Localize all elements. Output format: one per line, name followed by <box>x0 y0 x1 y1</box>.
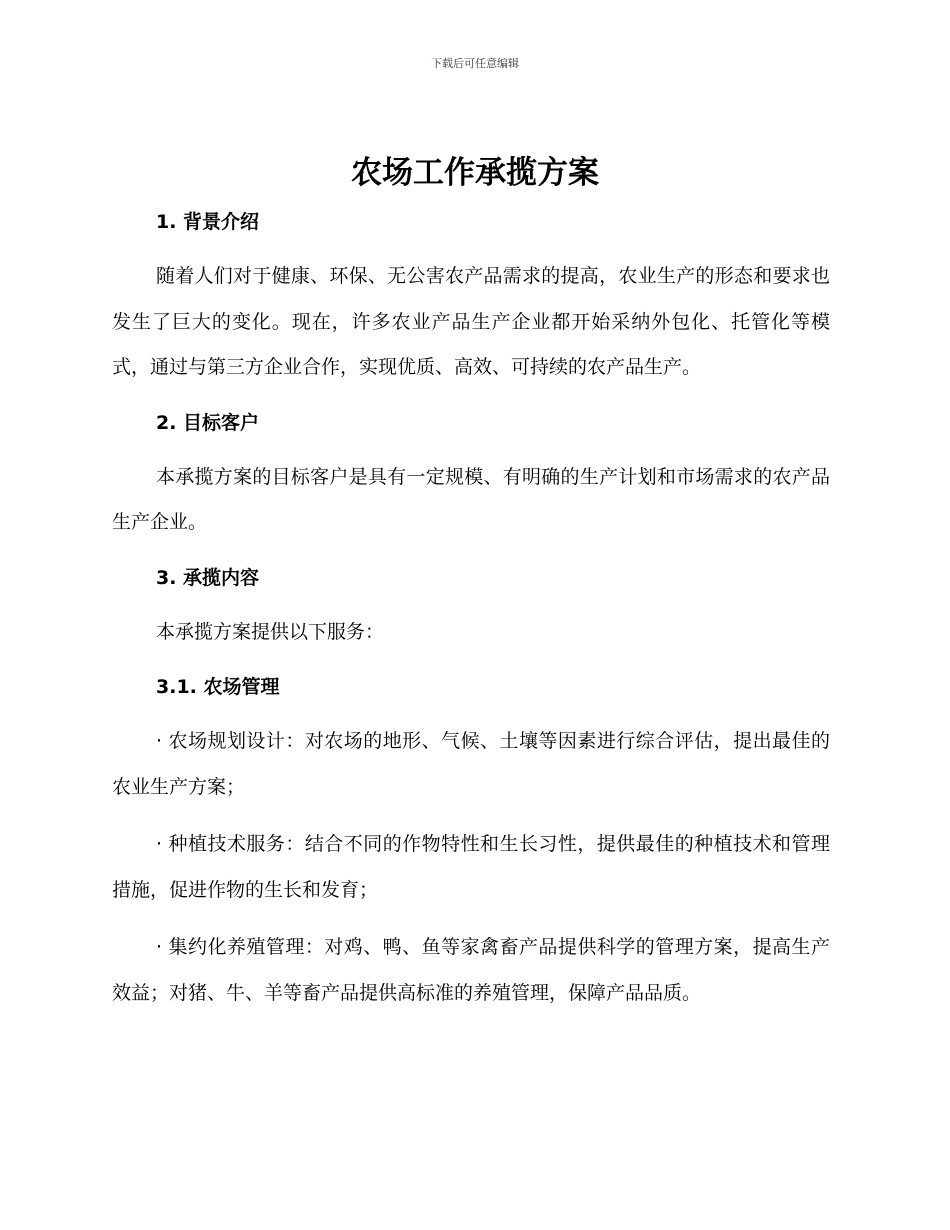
section-heading-target-customers: 2. 目标客户 <box>156 411 260 434</box>
bullet-intensive-breeding: · 集约化养殖管理：对鸡、鸭、鱼等家禽畜产品提供科学的管理方案，提高生产效益；对猪、牛、羊等畜产品提供高标准的养殖管理，保障产品品质。 <box>112 936 830 1004</box>
section-heading-contract-content: 3. 承揽内容 <box>156 566 260 589</box>
bullet-planting-technology: · 种植技术服务：结合不同的作物特性和生长习性，提供最佳的种植技术和管理措施，促进作物的生长和发育； <box>112 833 830 901</box>
bullet-farm-planning: · 农场规划设计：对农场的地形、气候、土壤等因素进行综合评估，提出最佳的农业生产方案； <box>112 730 830 798</box>
paragraph-target-customers: 本承揽方案的目标客户是具有一定规模、有明确的生产计划和市场需求的农产品生产企业。 <box>112 465 830 533</box>
header-note: 下载后可任意编辑 <box>431 57 519 70</box>
document-body <box>112 204 830 1016</box>
section-heading-farm-management: 3.1. 农场管理 <box>156 676 280 698</box>
paragraph-background: 随着人们对于健康、环保、无公害农产品需求的提高，农业生产的形态和要求也发生了巨大的变化。现在，许多农业产品生产企业都开始采纳外包化、托管化等模式，通过与第三方企业合作，实现优质、高效、可持续的农产品生产。 <box>112 265 830 378</box>
section-heading-background: 1. 背景介绍 <box>156 211 260 233</box>
paragraph-services-intro: 本承揽方案提供以下服务： <box>156 620 385 643</box>
document-title: 农场工作承揽方案 <box>351 155 599 191</box>
